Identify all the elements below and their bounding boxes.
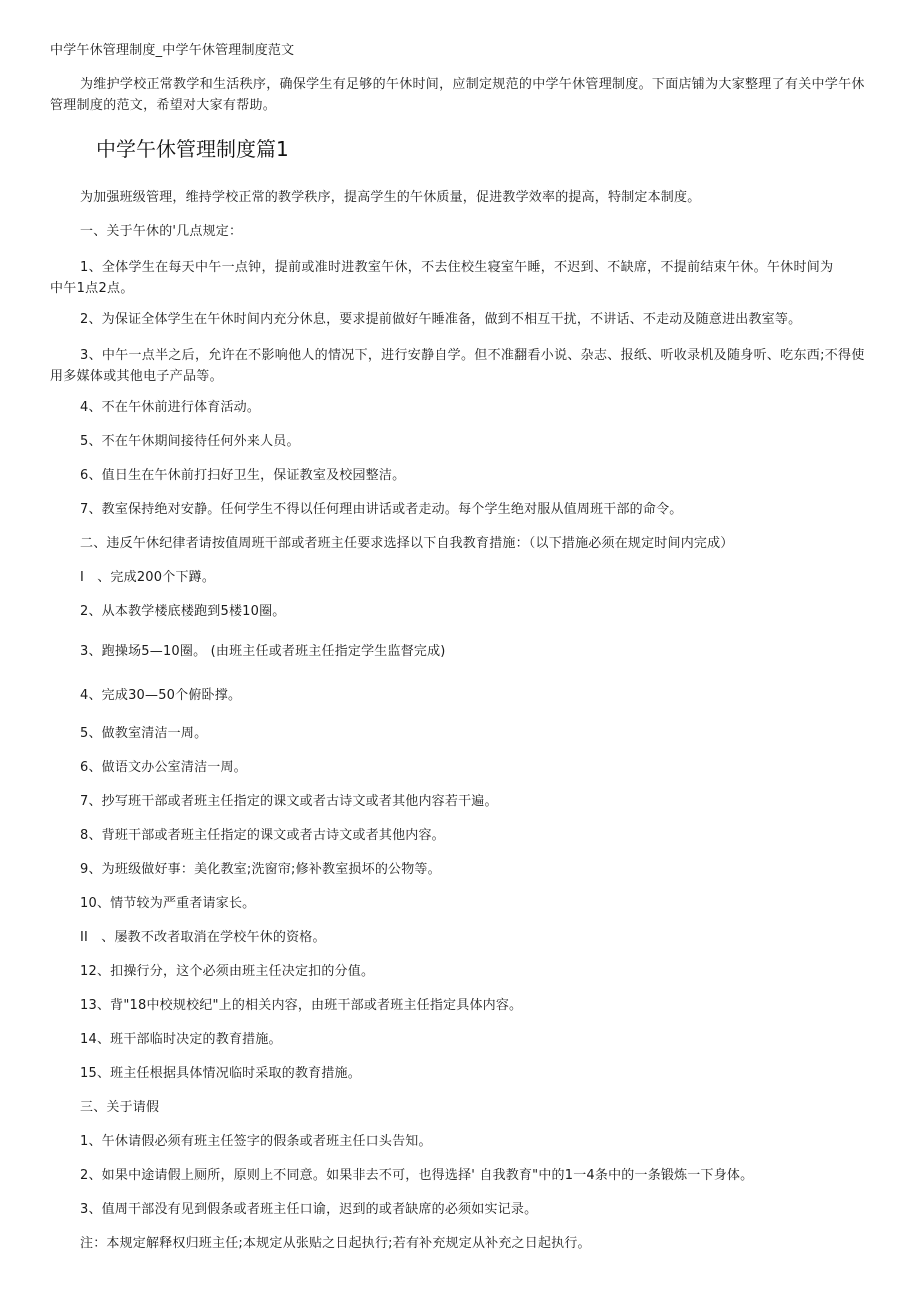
measure-item: 13、背"18中校规校纪"上的相关内容，由班干部或者班主任指定具体内容。: [80, 998, 523, 1013]
measure-item: 12、扣操行分，这个必须由班主任决定扣的分值。: [80, 964, 375, 979]
measure-item: 2、从本教学楼底楼跑到5楼10圈。: [80, 604, 286, 619]
measure-item: I 、完成200个下蹲。: [80, 570, 216, 585]
leave-rule: 2、如果中途请假上厕所，原则上不同意。如果非去不可，也得选择' 自我教育"中的1一4条中的一条锻炼一下身体。: [80, 1168, 754, 1183]
rule-item: 3、中午一点半之后，允许在不影响他人的情况下，进行安静自学。但不准翻看小说、杂志、报纸、听收录机及随身听、吃东西;不得使用多媒体或其他电子产品等。: [50, 348, 865, 384]
measure-item: 15、班主任根据具体情况临时采取的教育措施。: [80, 1066, 361, 1081]
measure-item: 7、抄写班干部或者班主任指定的课文或者古诗文或者其他内容若干遍。: [80, 794, 498, 809]
preamble: 为加强班级管理，维持学校正常的教学秩序，提高学生的午休质量，促进教学效率的提高，特制定本制度。: [80, 190, 701, 205]
leave-rule: 3、值周干部没有见到假条或者班主任口谕，迟到的或者缺席的必须如实记录。: [80, 1202, 538, 1217]
measure-item: 3、跑操场5—10圈。 (由班主任或者班主任指定学生监督完成): [80, 644, 446, 659]
part2-title: 二、违反午休纪律者请按值周班干部或者班主任要求选择以下自我教育措施：（以下措施必须在规定时间内完成）: [80, 536, 734, 551]
measure-item: 6、做语文办公室清洁一周。: [80, 760, 247, 775]
rule-item: 2、为保证全体学生在午休时间内充分休息，要求提前做好午睡准备，做到不相互干扰，不讲话、不走动及随意进出教室等。: [80, 312, 802, 327]
measure-item: 10、情节较为严重者请家长。: [80, 896, 256, 911]
document-title: 中学午休管理制度_中学午休管理制度范文: [50, 43, 295, 58]
leave-rule: 1、午休请假必须有班主任签字的假条或者班主任口头告知。: [80, 1134, 432, 1149]
part3-title: 三、关于请假: [80, 1100, 160, 1115]
measure-item: 5、做教室清洁一周。: [80, 726, 208, 741]
rule-item: 6、值日生在午休前打扫好卫生，保证教室及校园整洁。: [80, 468, 406, 483]
measure-item: 9、为班级做好事：美化教室;洗窗帘;修补教室损坏的公物等。: [80, 862, 441, 877]
rule-item: 4、不在午休前进行体育活动。: [80, 400, 261, 415]
rule-item: 5、不在午休期间接待任何外来人员。: [80, 434, 300, 449]
measure-item: 4、完成30—50个俯卧撑。: [80, 688, 242, 703]
rule-item: 1、全体学生在每天中午一点钟，提前或准时进教室午休，不去住校生寝室午睡，不迟到、不缺席，不提前结束午休。午休时间为中午1点2点。: [50, 260, 834, 296]
measure-item: II 、屡教不改者取消在学校午休的资格。: [80, 930, 326, 945]
intro-paragraph: 为维护学校正常教学和生活秩序，确保学生有足够的午休时间，应制定规范的中学午休管理制度。下面店铺为大家整理了有关中学午休管理制度的范文，希望对大家有帮助。: [50, 77, 865, 113]
rule-item: 7、教室保持绝对安静。任何学生不得以任何理由讲话或者走动。每个学生绝对服从值周班干部的命令。: [80, 502, 683, 517]
closing-note: 注：本规定解释权归班主任;本规定从张贴之日起执行;若有补充规定从补充之日起执行。: [80, 1236, 591, 1251]
part1-title: 一、关于午休的'几点规定：: [80, 224, 243, 239]
measure-item: 14、班干部临时决定的教育措施。: [80, 1032, 282, 1047]
measure-item: 8、背班干部或者班主任指定的课文或者古诗文或者其他内容。: [80, 828, 445, 843]
section-heading: 中学午休管理制度篇1: [96, 137, 289, 161]
